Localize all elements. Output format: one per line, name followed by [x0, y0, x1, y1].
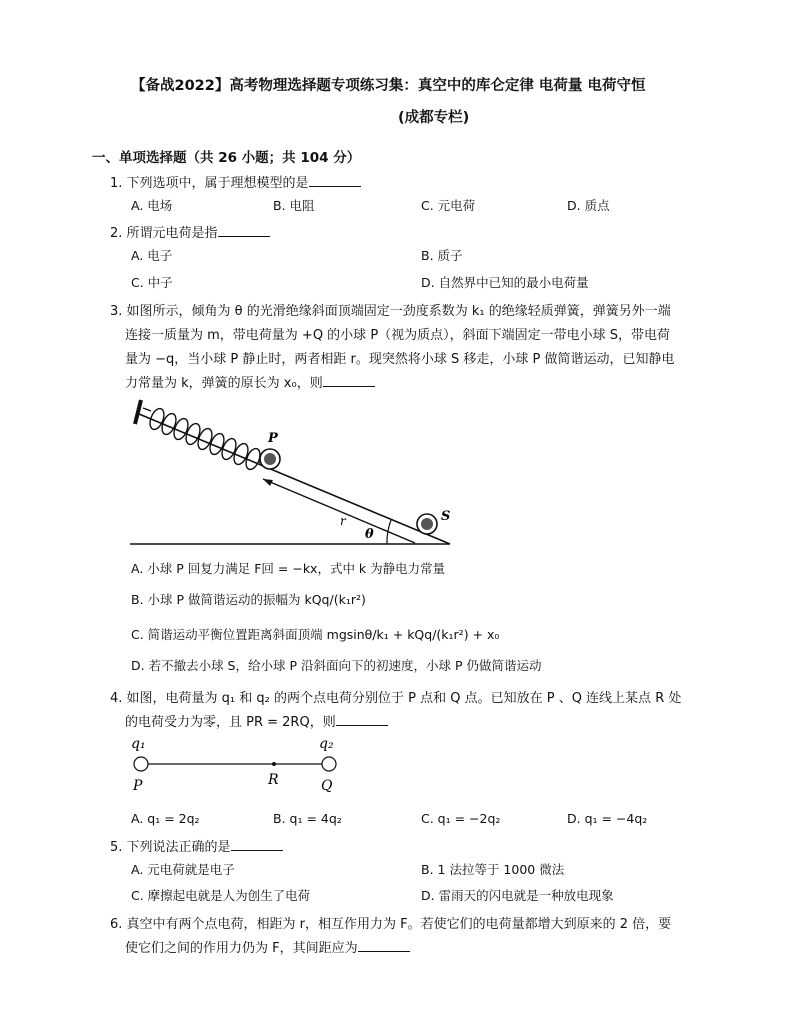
question-6-stem-line-2: 使它们之间的作用力仍为 F，其间距应为	[125, 937, 410, 956]
q3-option-d: D. 若不撤去小球 S，给小球 P 沿斜面向下的初速度，小球 P 仍做简谐运动	[131, 658, 542, 673]
q4-option-a: A. q₁ = 2q₂	[131, 811, 200, 826]
q5-option-c: C. 摩擦起电就是人为创生了电荷	[131, 888, 311, 903]
label-q1: q₁	[131, 736, 146, 752]
distance-arrow-head	[263, 479, 273, 486]
q1-option-c: C. 元电荷	[421, 198, 476, 213]
label-theta: θ	[365, 527, 374, 542]
question-5-stem: 5. 下列说法正确的是	[110, 836, 283, 855]
q5-option-a: A. 元电荷就是电子	[131, 862, 235, 877]
charge-p	[134, 757, 148, 771]
label-r: r	[340, 514, 346, 528]
q3-option-c: C. 简谐运动平衡位置距离斜面顶端 mgsinθ/k₁ + kQq/(k₁r²) + x₀	[131, 627, 500, 642]
ball-s-core	[421, 518, 433, 530]
label-r: R	[268, 772, 279, 788]
distance-arrow	[263, 479, 415, 543]
q1-option-b: B. 电阻	[273, 198, 315, 213]
q1-option-d: D. 质点	[567, 198, 610, 213]
question-3-stem-line-1: 3. 如图所示，倾角为 θ 的光滑绝缘斜面顶端固定一劲度系数为 k₁ 的绝缘轻质弹簧，弹簧另外一端	[110, 304, 671, 319]
point-r	[272, 762, 276, 766]
q2-option-b: B. 质子	[421, 248, 463, 263]
q1-option-a: A. 电场	[131, 198, 173, 213]
question-6-stem-line-1: 6. 真空中有两个点电荷，相距为 r，相互作用力为 F。若使它们的电荷量都增大到原来的 2 倍，要	[110, 917, 672, 932]
section-heading: 一、单项选择题（共 26 小题；共 104 分）	[92, 150, 361, 166]
question-4-stem-line-2: 的电荷受力为零，且 PR = 2RQ，则	[125, 711, 388, 730]
q2-option-a: A. 电子	[131, 248, 173, 263]
q3-option-a: A. 小球 P 回复力满足 F回 = −kx，式中 k 为静电力常量	[131, 561, 446, 576]
ball-p-core	[264, 453, 276, 465]
label-p: P	[133, 778, 143, 794]
question-2-stem: 2. 所谓元电荷是指	[110, 222, 270, 241]
q2-option-d: D. 自然界中已知的最小电荷量	[421, 275, 589, 290]
spring	[143, 407, 263, 472]
q4-option-b: B. q₁ = 4q₂	[273, 811, 342, 826]
answer-blank	[309, 175, 361, 187]
answer-blank	[323, 375, 375, 387]
answer-blank	[336, 714, 388, 726]
question-3-stem-line-3: 量为 −q，当小球 P 静止时，两者相距 r。现突然将小球 S 移走，小球 P 做简谐运动，已知静电	[125, 352, 675, 367]
q5-option-d: D. 雷雨天的闪电就是一种放电现象	[421, 888, 614, 903]
charge-q	[322, 757, 336, 771]
answer-blank	[218, 225, 270, 237]
q2-option-c: C. 中子	[131, 275, 173, 290]
question-4-stem-line-1: 4. 如图，电荷量为 q₁ 和 q₂ 的两个点电荷分别位于 P 点和 Q 点。已知放在 P 、Q 连线上某点 R 处	[110, 691, 682, 706]
answer-blank	[358, 940, 410, 952]
q4-option-c: C. q₁ = −2q₂	[421, 811, 501, 826]
page-title: 【备战2022】高考物理选择题专项练习集：真空中的库仑定律 电荷量 电荷守恒	[131, 78, 646, 94]
question-1-stem: 1. 下列选项中，属于理想模型的是	[110, 172, 361, 191]
q5-option-b: B. 1 法拉等于 1000 微法	[421, 862, 565, 877]
question-3-stem-line-2: 连接一质量为 m，带电荷量为 +Q 的小球 P（视为质点），斜面下端固定一带电小球 S，带电荷	[125, 328, 671, 343]
answer-blank	[231, 839, 283, 851]
wall-block	[135, 400, 141, 424]
question-3-stem-line-4: 力常量为 k，弹簧的原长为 x₀，则	[125, 372, 375, 391]
label-q2: q₂	[319, 736, 334, 752]
label-q: Q	[321, 778, 333, 794]
point-charges-figure	[125, 732, 345, 794]
incline-spring-figure	[125, 392, 465, 552]
q3-option-b: B. 小球 P 做简谐运动的振幅为 kQq/(k₁r²)	[131, 592, 366, 607]
page-subtitle: (成都专栏)	[398, 110, 470, 126]
q4-option-d: D. q₁ = −4q₂	[567, 811, 648, 826]
label-p: P	[268, 431, 278, 446]
label-s: S	[441, 509, 451, 524]
